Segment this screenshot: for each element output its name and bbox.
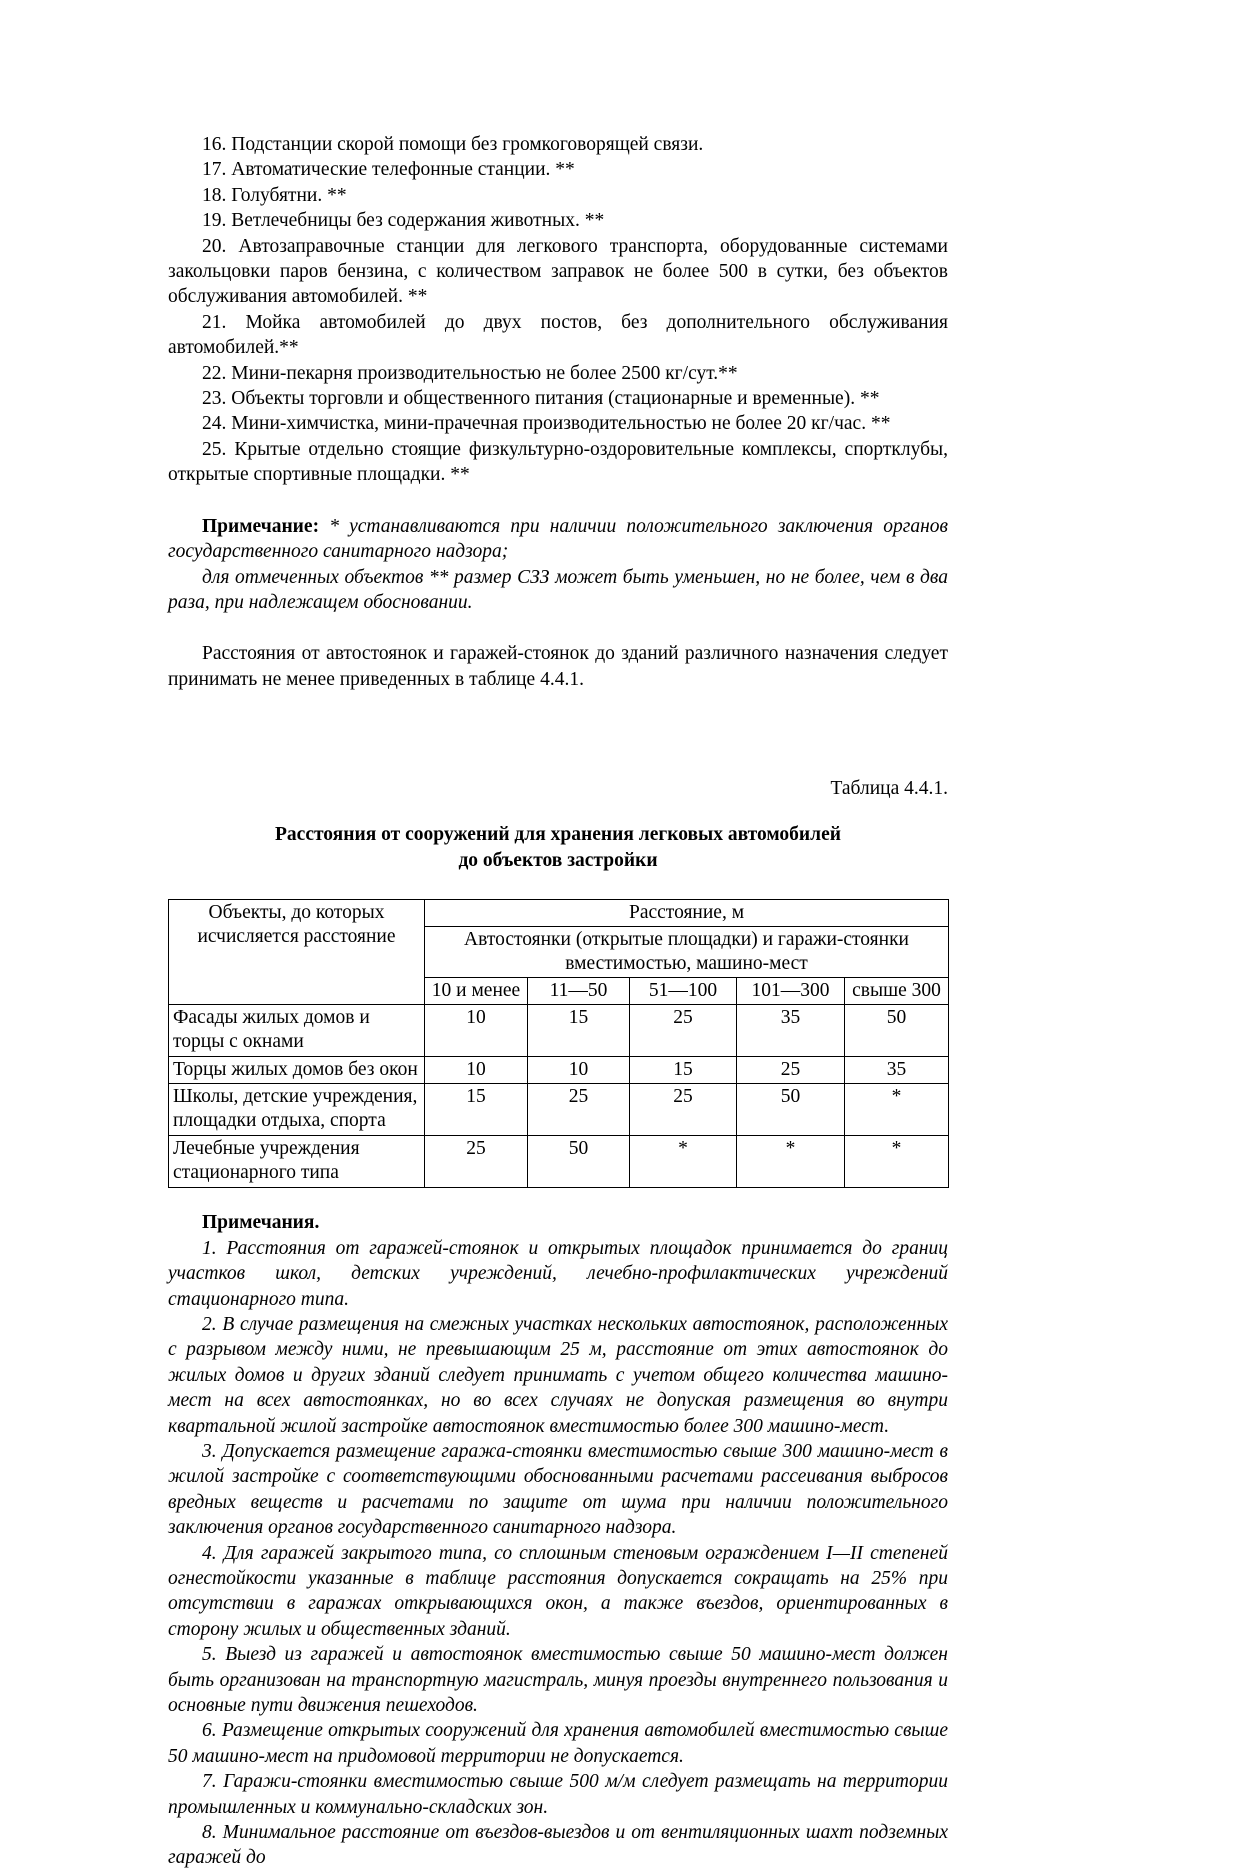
note-block: [168, 514, 948, 616]
row-2-cell-1: 25: [528, 1084, 630, 1136]
row-0-cell-2: 25: [630, 1005, 737, 1057]
table-row: [169, 1136, 949, 1188]
distances-table: [168, 899, 949, 1188]
table-label: Таблица 4.4.1.: [830, 778, 948, 800]
column-header-distance: Расстояние, м: [425, 900, 949, 927]
column-header-4: свыше 300: [845, 978, 949, 1005]
note-text-2: для отмеченных объектов ** размер СЗЗ может быть уменьшен, но не более, чем в два раза, при надлежащем обосновании.: [168, 566, 948, 613]
note-item: 8. Минимальное расстояние от въездов-выездов и от вентиляционных шахт подземных гаражей до: [168, 1822, 948, 1869]
list-item: 18. Голубятни. **: [202, 184, 347, 206]
row-3-cell-3: *: [737, 1136, 845, 1188]
row-1-cell-2: 15: [630, 1057, 737, 1084]
note-label: Примечание:: [202, 515, 320, 537]
numbered-list: [168, 132, 948, 488]
column-header-1: 11—50: [528, 978, 630, 1005]
row-0-cell-1: 15: [528, 1005, 630, 1057]
column-header-stub: Объекты, до которых исчисляется расстояние: [169, 900, 425, 1005]
row-3-cell-1: 50: [528, 1136, 630, 1188]
lead-paragraph: Расстояния от автостоянок и гаражей-стоянок до зданий различного назначения следует принимать не менее приведенных в таблице 4.4.1.: [168, 643, 948, 690]
row-label: Лечебные учреждения стационарного типа: [169, 1136, 425, 1188]
notes-list: [168, 1236, 948, 1871]
row-2-cell-2: 25: [630, 1084, 737, 1136]
spacer: [168, 692, 948, 776]
list-item: 21. Мойка автомобилей до двух постов, без дополнительного обслуживания автомобилей.**: [168, 311, 948, 359]
row-2-cell-3: 50: [737, 1084, 845, 1136]
table-header-row-group: [169, 900, 949, 927]
table-row: [169, 1084, 949, 1136]
row-0-cell-0: 10: [425, 1005, 528, 1057]
row-3-cell-4: *: [845, 1136, 949, 1188]
row-label: Школы, детские учреждения, площадки отдыха, спорта: [169, 1084, 425, 1136]
row-2-cell-0: 15: [425, 1084, 528, 1136]
list-item: 23. Объекты торговли и общественного питания (стационарные и временные). **: [202, 388, 880, 410]
document-page: [168, 0, 948, 1871]
table-row: [169, 1005, 949, 1057]
spacer: [168, 801, 948, 822]
note-first-line: [168, 514, 948, 565]
spacer: [168, 615, 948, 641]
spacer: [168, 1188, 948, 1210]
note-item: 7. Гаражи-стоянки вместимостью свыше 500 м/м следует размещать на территории промышленных и коммунально-складских зон.: [168, 1771, 948, 1818]
column-header-3: 101—300: [737, 978, 845, 1005]
note-item: 6. Размещение открытых сооружений для хранения автомобилей вместимостью свыше 50 машино-мест на придомовой территории не допускается.: [168, 1720, 948, 1767]
note-item: 1. Расстояния от гаражей-стоянок и открытых площадок принимается до границ участков школ, детских учреждений, лечебно-профилактических учреждений стационарного типа.: [168, 1237, 948, 1310]
row-label: Торцы жилых домов без окон: [169, 1057, 425, 1084]
list-item: 16. Подстанции скорой помощи без громкоговорящей связи.: [202, 134, 704, 155]
row-1-cell-0: 10: [425, 1057, 528, 1084]
note-item: 3. Допускается размещение гаража-стоянки вместимостью свыше 300 машино-мест в жилой застройке с соответствующими обоснованными расчетами рассеивания выбросов вредных веществ и расчетами по защите от шума при наличии положительного заключения органов государственного санитарного надзора.: [168, 1440, 948, 1539]
list-item: 22. Мини-пекарня производительностью не более 2500 кг/сут.**: [202, 362, 738, 384]
column-header-0: 10 и менее: [425, 978, 528, 1005]
note-item: 4. Для гаражей закрытого типа, со сплошным стеновым ограждением I—II степеней огнестойкости указанные в таблице расстояния допускается сокращать на 25% при отсутствии в гаражах открывающихся окон, а также въездов, ориентированных в сторону жилых и общественных зданий.: [168, 1542, 948, 1640]
spacer: [168, 488, 948, 514]
row-2-cell-4: *: [845, 1084, 949, 1136]
note-text-1: * устанавливаются при наличии положительного заключения органов государственного санитарного надзора;: [168, 515, 949, 563]
table-row: [169, 1057, 949, 1084]
row-label: Фасады жилых домов и торцы с окнами: [169, 1005, 425, 1057]
column-header-capacity: Автостоянки (открытые площадки) и гаражи-стоянки вместимостью, машино-мест: [425, 927, 949, 978]
table-title-line-2: до объектов застройки: [458, 849, 658, 871]
row-0-cell-3: 35: [737, 1005, 845, 1057]
table-title-line-1: Расстояния от сооружений для хранения легковых автомобилей: [275, 824, 841, 846]
list-item: 19. Ветлечебницы без содержания животных. **: [202, 210, 605, 232]
row-3-cell-2: *: [630, 1136, 737, 1188]
row-3-cell-0: 25: [425, 1136, 528, 1188]
list-item: 24. Мини-химчистка, мини-прачечная производительностью не более 20 кг/час. **: [202, 413, 891, 435]
row-1-cell-4: 35: [845, 1057, 949, 1084]
list-item: 17. Автоматические телефонные станции. **: [202, 159, 575, 181]
row-1-cell-1: 10: [528, 1057, 630, 1084]
column-header-2: 51—100: [630, 978, 737, 1005]
list-item: 20. Автозаправочные станции для легкового транспорта, оборудованные системами закольцовки паров бензина, с количеством заправок не более 500 в сутки, без объектов обслуживания автомобилей. **: [168, 235, 948, 308]
list-item: 25. Крытые отдельно стоящие физкультурно-оздоровительные комплексы, спортклубы, открытые спортивные площадки. **: [168, 438, 948, 486]
note-item: 2. В случае размещения на смежных участках нескольких автостоянок, расположенных с разрывом между ними, не превышающим 25 м, расстояние от этих автостоянок до жилых домов и других зданий следует принимать с учетом общего количества машино-мест на всех автостоянках, но во всех случаях не допуская размещения во внутри квартальной жилой застройке автостоянок вместимостью более 300 машино-мест.: [168, 1313, 948, 1437]
row-1-cell-3: 25: [737, 1057, 845, 1084]
notes-heading: Примечания.: [202, 1212, 320, 1234]
note-item: 5. Выезд из гаражей и автостоянок вместимостью свыше 50 машино-мест должен быть организован на транспортную магистраль, минуя проезды внутреннего пользования и основные пути движения пешеходов.: [168, 1644, 948, 1717]
row-0-cell-4: 50: [845, 1005, 949, 1057]
